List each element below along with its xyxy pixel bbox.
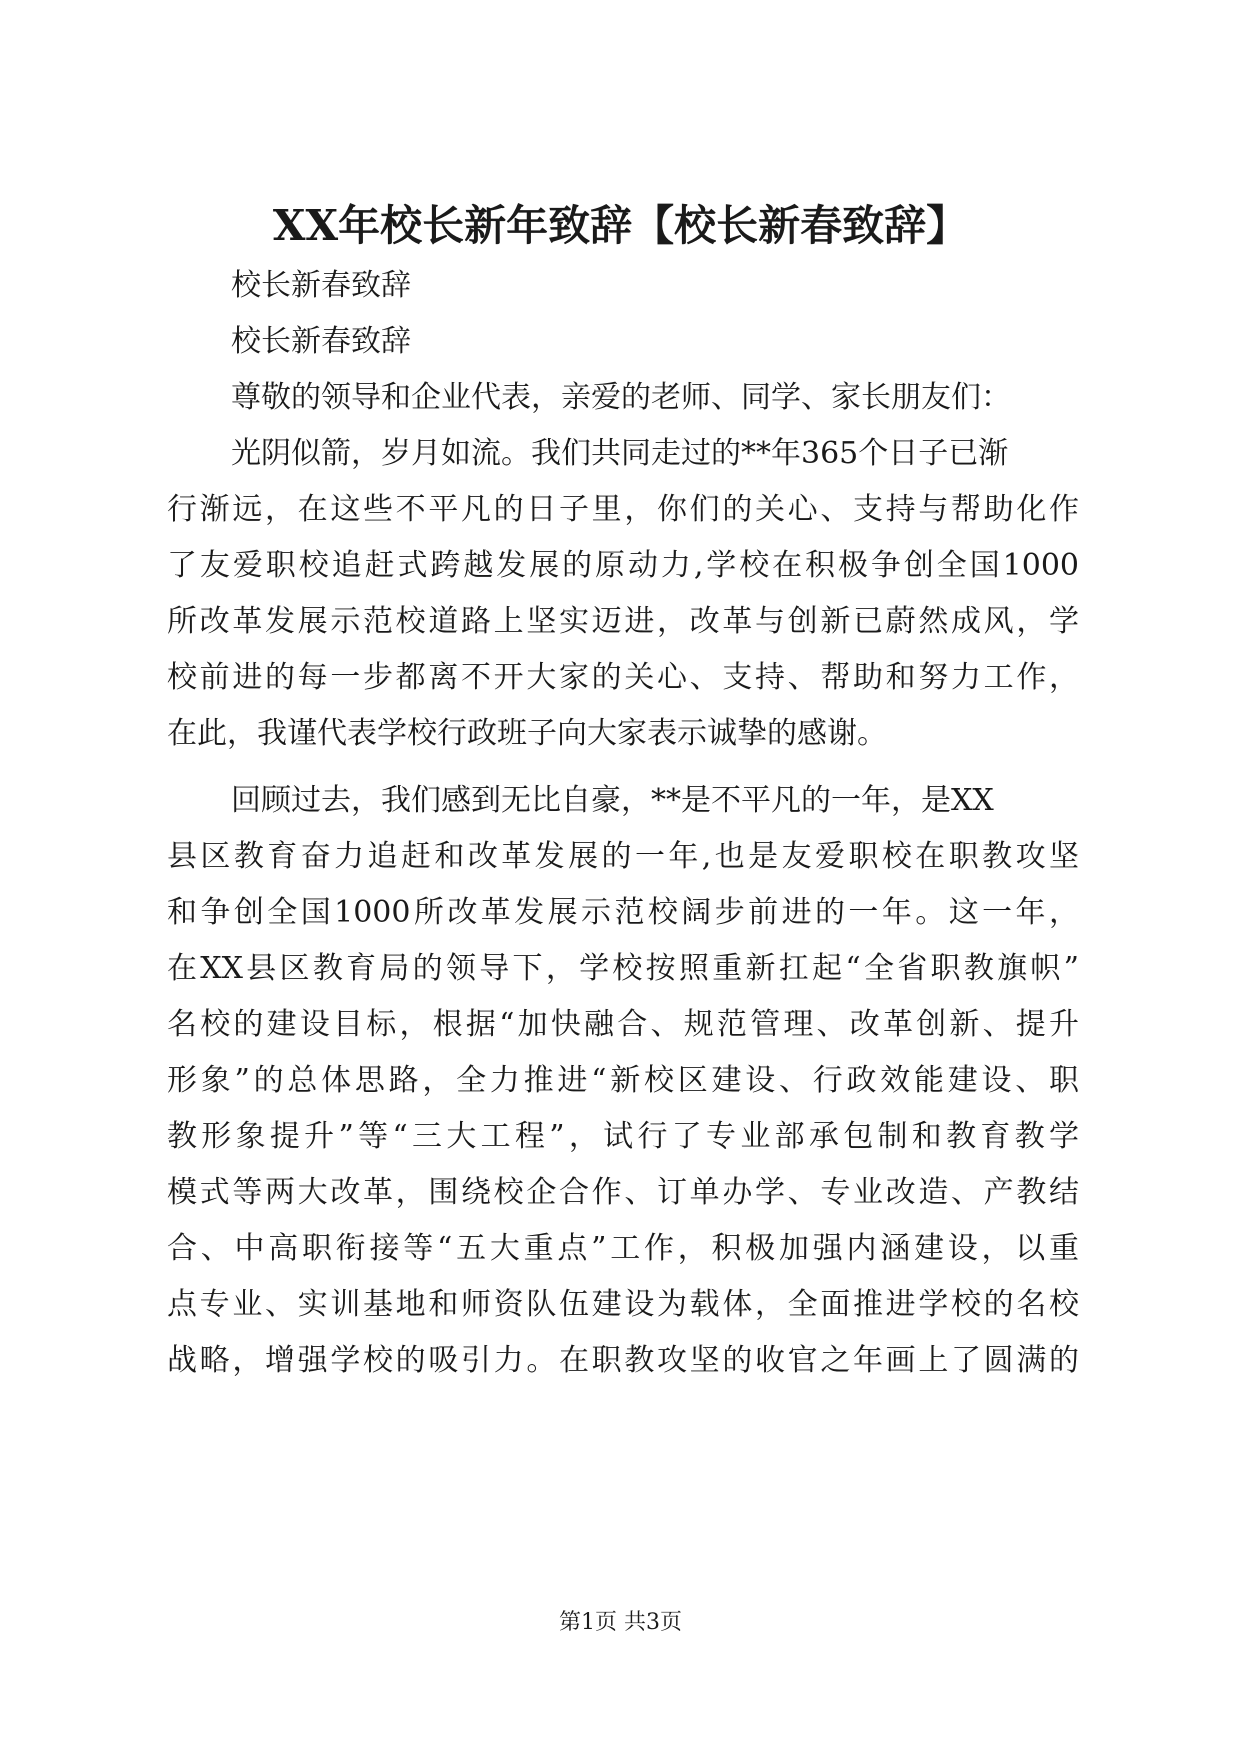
paragraph-1-line: 所改革发展示范校道路上坚实迈进，改革与创新已蔚然成风，学 — [167, 604, 1079, 639]
paragraph-2-line: 名校的建设目标，根据“加快融合、规范管理、改革创新、提升 — [167, 1007, 1079, 1042]
paragraph-2-line: 模式等两大改革，围绕校企合作、订单办学、专业改造、产教结 — [167, 1175, 1079, 1210]
document-title: XX年校长新年致辞【校长新春致辞】 — [272, 201, 969, 250]
salutation-line: 尊敬的领导和企业代表，亲爱的老师、同学、家长朋友们： — [231, 380, 1011, 415]
paragraph-2-line: 形象”的总体思路，全力推进“新校区建设、行政效能建设、职 — [167, 1063, 1079, 1098]
paragraph-1-line: 行渐远，在这些不平凡的日子里，你们的关心、支持与帮助化作 — [167, 492, 1079, 527]
paragraph-2-line: 和争创全国1000所改革发展示范校阔步前进的一年。这一年， — [167, 895, 1079, 930]
page-number-footer: 第1页 共3页 — [559, 1610, 682, 1635]
paragraph-2-line: 点专业、实训基地和师资队伍建设为载体，全面推进学校的名校 — [167, 1287, 1079, 1322]
paragraph-2-line: 合、中高职衔接等“五大重点”工作，积极加强内涵建设，以重 — [167, 1231, 1079, 1266]
paragraph-2-line: 县区教育奋力追赶和改革发展的一年,也是友爱职校在职教攻坚 — [167, 839, 1079, 874]
paragraph-1-line: 了友爱职校追赶式跨越发展的原动力,学校在积极争创全国1000 — [167, 548, 1079, 583]
paragraph-1-line: 校前进的每一步都离不开大家的关心、支持、帮助和努力工作， — [167, 660, 1079, 695]
paragraph-2-line: 回顾过去，我们感到无比自豪，**是不平凡的一年，是XX — [231, 783, 994, 818]
paragraph-2-line: 在XX县区教育局的领导下，学校按照重新扛起“全省职教旗帜” — [167, 951, 1079, 986]
paragraph-1-line: 在此，我谨代表学校行政班子向大家表示诚挚的感谢。 — [167, 716, 887, 751]
paragraph-2-line: 战略，增强学校的吸引力。在职教攻坚的收官之年画上了圆满的 — [167, 1343, 1079, 1378]
subtitle-line: 校长新春致辞 — [231, 324, 411, 359]
paragraph-1-line: 光阴似箭，岁月如流。我们共同走过的**年365个日子已渐 — [231, 436, 1009, 471]
paragraph-2-line: 教形象提升”等“三大工程”，试行了专业部承包制和教育教学 — [167, 1119, 1079, 1154]
subtitle-line: 校长新春致辞 — [231, 268, 411, 303]
